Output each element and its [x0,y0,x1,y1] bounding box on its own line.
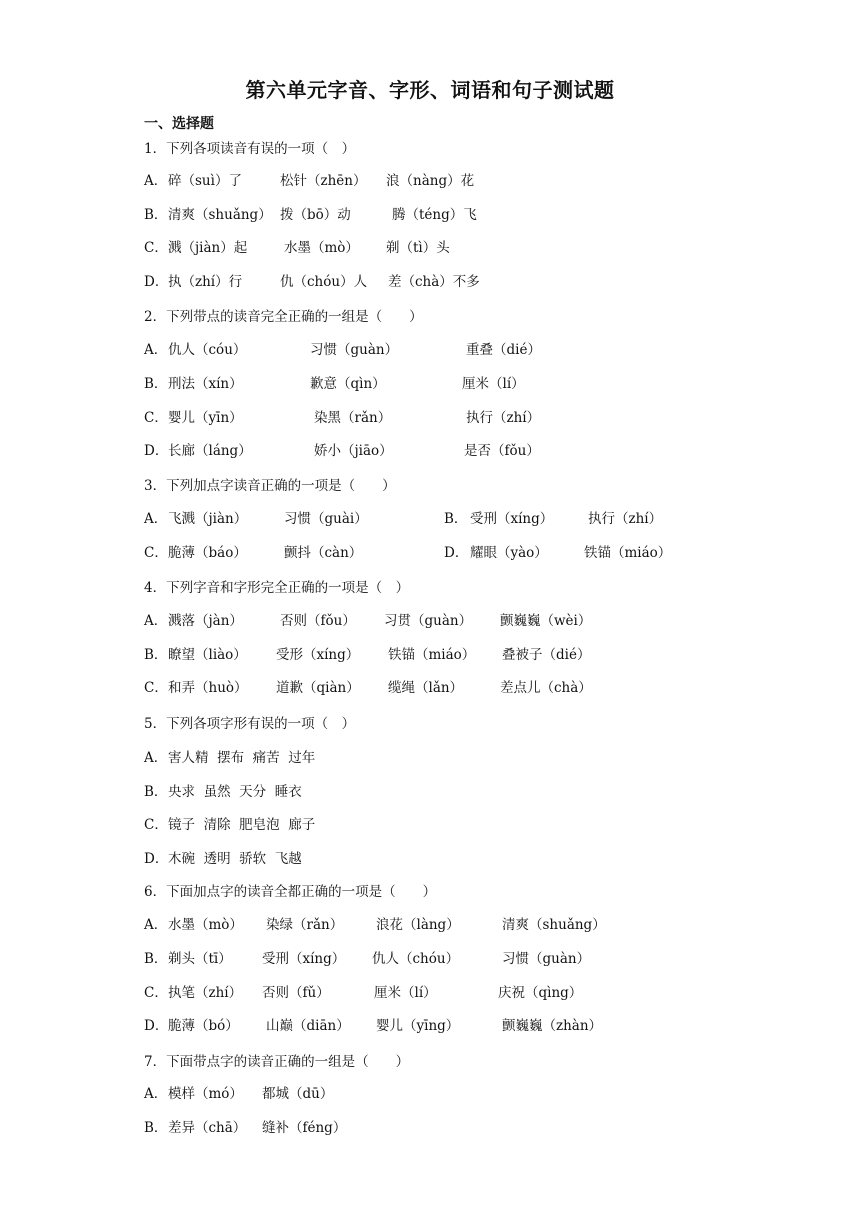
section-heading: 一、选择题 [144,116,214,132]
question-6-stem: 6．下面加点字的读音全都正确的一项是（ ） [144,884,437,900]
question-3-option-c[interactable]: C． [144,545,168,561]
question-4-stem: 4．下列字音和字形完全正确的一项是（ ） [144,580,410,596]
question-5-stem: 5．下列各项字形有误的一项（ ） [144,716,356,732]
page-title: 第六单元字音、字形、词语和句子测试题 [245,78,615,102]
question-7-stem: 7．下面带点字的读音正确的一组是（ ） [144,1054,410,1070]
question-3-option-b[interactable]: B． [444,511,468,527]
question-2-stem: 2．下列带点的读音完全正确的一组是（ ） [144,309,423,325]
question-1-stem: 1．下列各项读音有误的一项（ ） [144,141,356,157]
question-3-option-a[interactable]: A． [144,511,168,527]
document-page: 第六单元字音、字形、词语和句子测试题 一、选择题 1．下列各项读音有误的一项（ ） A． 碎（suì）了 松针（zhēn） 浪（nàng）花 B． 清爽（shuǎng） 拨（bō）动 腾（téng）飞 C． 溅（jiàn）起 水墨（mò） 剃（tì）头 D． 执（zhí）行 仇（chóu）人 差（chà）不多 2．下列带点的读音完全正确的一组是（ ） A． 仇人（cóu） 习惯（guàn） 重叠（dié） B． 刑法（xín） 歉意（qìn） 厘米（lí） C． 婴儿（yīn） 染黑（rǎn） 执行（zhí） D． 长廊（láng） 娇小（jiāo） 是否（fǒu） 3．下列加点字读音正确的一项是（ ） A． 飞溅（jiàn） 习惯（guài） B． 受刑（xíng） 执行（zhí） C． 脆薄（báo） 颤抖（càn） D． 耀眼（yào） 铁锚（miáo） 4．下列字音和字形完全正确的一项是（ ） A． 溅落（jàn） 否则（fǒu） 习贯（guàn） 颤巍巍（wèi） B． 瞭望（liào） 受形（xíng） 铁锚（miáo） 叠被子（dié） C． 和弄（huò） 道歉（qiàn） 缆绳（lǎn） 差点儿（chà） 5．下列各项字形有误的一项（ ） A． 害人精 摆布 痛苦 过年 B． 央求 虽然 天分 睡衣 C． 镜子 清除 肥皂泡 廊子 D． 木碗 透明 骄软 飞越 6．下面加点字的读音全都正确的一项是（ ） A． 水墨（mò） 染绿（rǎn） 浪花（làng） 清爽（shuǎng） B． 剃头（tī） 受刑（xíng） 仇人（chóu） 习惯（guàn） C． 执笔（zhí） 否则（fǔ） 厘米（lí） 庆祝（qìng） D． 脆薄（bó） 山巅（diān） 婴儿（yīng） 颤巍巍（zhàn） 7．下面带点字的读音正确的一组是（ ） A． 模样（mó） 都城（dū） B． 差异（chā） 缝补（féng） [0,0,860,1216]
question-3-stem: 3．下列加点字读音正确的一项是（ ） [144,478,396,494]
question-3-option-d[interactable]: D． [444,545,469,561]
